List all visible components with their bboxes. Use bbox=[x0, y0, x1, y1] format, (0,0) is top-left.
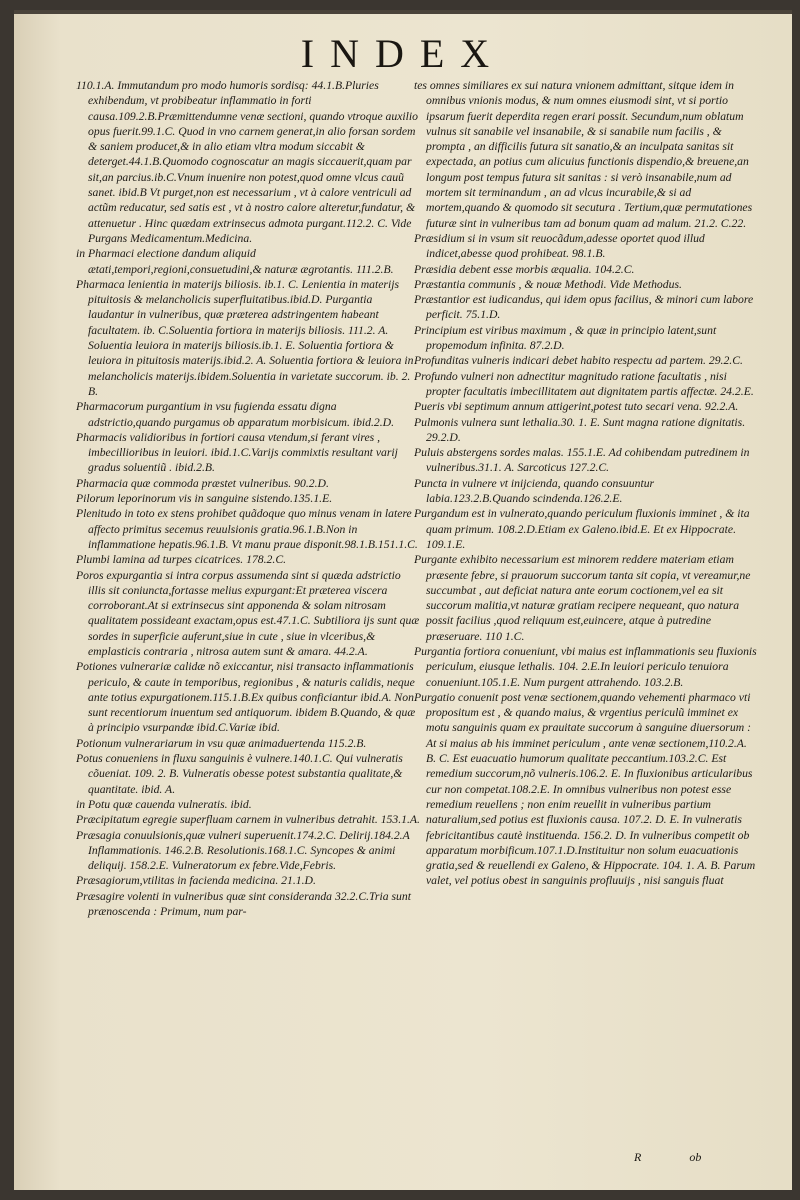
signature-mark: R bbox=[634, 1150, 642, 1164]
index-entry: Pharmacia quæ commoda præstet vulneribus. 90.2.D. bbox=[76, 476, 329, 490]
index-entry: Puncta in vulnere vt inijcienda, quando consuuntur labia.123.2.B.Quando scindenda.126.2.E. bbox=[414, 476, 655, 506]
catchword: ob bbox=[689, 1150, 702, 1164]
page-title: INDEX bbox=[300, 31, 506, 76]
index-column-left bbox=[76, 78, 420, 1158]
index-entry: Præstantior est iudicandus, qui idem opus facilius, & minori cum labore perficit. 75.1.D. bbox=[414, 293, 754, 322]
index-entry: Præsagire volenti in vulneribus quæ sint consideranda 32.2.C.Tria sunt prænoscenda : Primum, num par- bbox=[76, 889, 411, 919]
index-column-right bbox=[414, 78, 758, 1158]
index-entry: Pharmaca lenientia in materijs biliosis. ib.1. C. Lenientia in materijs pituitosis & melancholicis superfluitatibus.ibid.D. Purgantia laudantur in vulneribus, quæ præterea adstringentem habeant facultatem. ib. C.Soluentia fortiora in materijs biliosis. 111.2. A. Soluentia leuiora in materijs biliosis.ib.1. E. Soluentia fortiora & leuiora in pituitosis materijs.ibid.2. A. Soluentia fortiora & leuiora in melancholicis materijs.ibidem.Soluentia in varietate succorum. ib. 2. B. bbox=[76, 277, 414, 398]
index-entry: Potiones vulnerariæ calidæ nõ exiccantur, nisi transacto inflammationis periculo, & caute in temporibus, regionibus , & naturis calidis, neque ante totius expurgationem.115.1.B.Ex quibus conficiantur ibid.A. Non sunt recentiorum inuentum sed antiquorum. ibidem B.Quando, & quæ à principio vsurpandæ ibid.C.Variæ ibid. bbox=[76, 660, 416, 735]
index-entry: in Potu quæ cauenda vulneratis. ibid. bbox=[76, 797, 252, 811]
index-entry: Plenitudo in toto ex stens prohibet quãdoque quo minus venam in latere affecto primitus secemus reuulsionis gratia.96.1.B.Non in inflammatione hepatis.96.1.B. Vt manu praue disponit.98.1.B.151.1.C. bbox=[76, 507, 418, 551]
index-entry: Purgantia fortiora conueniunt, vbi maius est inflammationis seu fluxionis periculum, eiusque lethalis. 104. 2.E.In leuiori periculo tenuiora conueniunt.105.1.E. Num purgent attrahendo. 103.2.B. bbox=[414, 644, 757, 689]
index-entry: Pharmacis validioribus in fortiori causa vtendum,si ferant vires , imbecillioribus in leuiori. ibid.1.C.Varijs commixtis resultant varij gradus soluentiũ . ibid.2.B. bbox=[76, 430, 398, 475]
index-entry: Potionum vulnerariarum in vsu quæ animaduertenda 115.2.B. bbox=[76, 736, 367, 750]
index-entry: Præcipitatum egregie superfluam carnem in vulneribus detrahit. 153.1.A. bbox=[76, 813, 420, 827]
index-page bbox=[14, 10, 792, 1190]
index-entry: Pilorum leporinorum vis in sanguine sistendo.135.1.E. bbox=[76, 492, 333, 506]
index-entry: Profundo vulneri non adnectitur magnitudo ratione facultatis , nisi propter facultatis imbecillitatem aut dignitatem partis affectæ. 24.2.E. bbox=[414, 369, 754, 398]
index-entry: Principium est viribus maximum , & quæ in principio latent,sunt propemodum infinita. 87.2.D. bbox=[414, 323, 717, 353]
index-entry: Purgandum est in vulnerato,quando periculum fluxionis imminet , & ita quam primum. 108.2.D.Etiam ex Galeno.ibid.E. Et ex Hippocrate. 109.1.E. bbox=[414, 507, 750, 551]
index-entry: Pueris vbi septimum annum attigerint,potest tuto secari vena. 92.2.A. bbox=[414, 400, 739, 414]
index-entry: Purgatio conuenit post venæ sectionem,quando vehementi pharmaco vti propositum est , & quando maius, & vrgentius periculũ imminet ex motu sanguinis quam ex prauitate succorum à sanguine diuersorum : At si maius ab his imminet periculum , ante venæ sectionem,110.2.A. B. C. Est euacuatio humorum qualitate peccantium.103.2.C. Est remedium succorum,nõ vulneris.106.2. E. In fluxionibus articularibus cur non competat.108.2.E. In omnibus vulneribus non potest esse remedium reuellens ; non enim reuellit in vulneribus partium naturalium,sed potius est fluxionis causa. 107.2. D. E. In vulneratis febricitantibus cautè instituenda. 156.2. D. In vulneribus competit ob apparatum morbificum.107.1.D.Instituitur non solum euacuationis gratia,sed & reuellendi ex Galeno, & Hippocrate. 104. 1. A. B. Parum valet, vel potius obest in sanguinis profluuijs , nisi sanguis fluat bbox=[414, 690, 756, 888]
index-entry: Purgante exhibito necessarium est minorem reddere materiam etiam præsente febre, si prauorum succorum tanta sit copia, vt vereamur,ne succumbat , aut deficiat natura ante eorum coctionem,vel ea sit succorum malitia,vt naturæ gratiam recipere nequeant, quo natura possit facilius ,quod reliquum est,euincere, atque à putredine præseruare. 110 1.C. bbox=[414, 553, 751, 643]
page-top-edge bbox=[14, 10, 792, 14]
page-footer bbox=[634, 1150, 774, 1165]
index-entry: Præsagia conuulsionis,quæ vulneri superuenit.174.2.C. Delirij.184.2.A Inflammationis. 146.2.B. Resolutionis.168.1.C. Syncopes & animi deliquij. 158.2.E. Vulneratorum ex febre.Vide,Febris. bbox=[76, 828, 410, 873]
index-entry: in Pharmaci electione dandum aliquid ætati,tempori,regioni,consuetudini,& naturæ ægrotantis. 111.2.B. bbox=[76, 247, 394, 276]
index-entry: Puluis abstergens sordes malas. 155.1.E. Ad cohibendam putredinem in vulneribus.31.1. A. Sarcoticus 127.2.C. bbox=[414, 446, 750, 475]
index-entry: Pharmacorum purgantium in vsu fugienda essatu digna adstrictio,quando purgamus ob apparatum morbisicum. ibid.2.D. bbox=[76, 400, 395, 429]
index-entry: tes omnes similiares ex sui natura vnionem admittant, sitque idem in omnibus vnionis modus, & num omnes eiusmodi sint, vt si portio ipsarum fuerit deperdita regen erari possit. Secundum,num oblatum vulnus sit sanabile vel insanabile, & si sanabile num facilis , & prompta , an difficilis futura sit sanatio,& an inculpata sanitas sit expectada, an potius cum alicuius functionis dispendio,& breuene,an longum post tempus futura sit sanitas : si verò insanabile,num ad mortem sit terminandum , an ad vlcus incurabile,& si ad mortem,quando & quomodo sit secutura . Tertium,quæ permutationes futuræ sint in vulneribus tam ad bonum quam ad malum. 21.2. C.22. bbox=[414, 79, 753, 230]
index-entry: Potus conueniens in fluxu sanguinis è vulnere.140.1.C. Qui vulneratis cõueniat. 109. 2. B. Vulneratis obesse potest substantia qualitate,& quantitate. ibid. A. bbox=[76, 752, 403, 796]
index-entry: 110.1.A. Immutandum pro modo humoris sordisq: 44.1.B.Pluries exhibendum, vt probibeatur inflammatio in forti causa.109.2.B.Præmittendumne venæ sectioni, quando vtroque auxilio opus fuerit.99.1.C. Quod in vno carnem generat,in alio forsan sordem & saniem producet,& in alio etiam vltra modum siccabit & deterget.44.1.B.Quomodo cognoscatur an magis siccauerit,quam par sit,an parcius.ib.C.Vnum inuenire non potest,quod omne vlcus cauũ sanet. ibid.B Vt purget,non est necessarium , vt à calore ventriculi ad actũm reducatur, sed satis est , vt à nostro calore alteretur,fundatur, & attenuetur . Hinc quædam extrinsecus admota purgant.112.2. C. Vide Purgans Medicamentum.Medicina. bbox=[76, 79, 419, 245]
index-entry: Pulmonis vulnera sunt lethalia.30. 1. E. Sunt magna ratione dignitatis. 29.2.D. bbox=[414, 415, 746, 444]
index-entry: Poros expurgantia si intra corpus assumenda sint si quæda adstrictio illis sit coniuncta,fortasse melius expurgant:Et præterea viscera corroborant.At si extrinsecus sint apponenda & solam nitrosam qualitatem possideant exactam,opus est.47.1.C. Subtiliora ijs sunt quæ sordes in superficie auferunt,siue in cute , siue in vlceribus,& emplasticis contraria , nitrosa autem sunt & amara. 44.2.A. bbox=[76, 568, 420, 658]
index-entry: Præsidium si in vsum sit reuocãdum,adesse oportet quod illud indicet,abesse quod prohibeat. 98.1.B. bbox=[414, 231, 705, 261]
index-entry: Præsidia debent esse morbis æqualia. 104.2.C. bbox=[414, 262, 635, 276]
index-entry: Profunditas vulneris indicari debet habito respectu ad partem. 29.2.C. bbox=[414, 354, 743, 368]
index-entry: Præstantia communis , & nouæ Methodi. Vide Methodus. bbox=[414, 277, 682, 291]
index-entry: Plumbi lamina ad turpes cicatrices. 178.2.C. bbox=[76, 553, 287, 567]
index-entry: Præsagiorum,vtilitas in facienda medicina. 21.1.D. bbox=[76, 874, 316, 888]
